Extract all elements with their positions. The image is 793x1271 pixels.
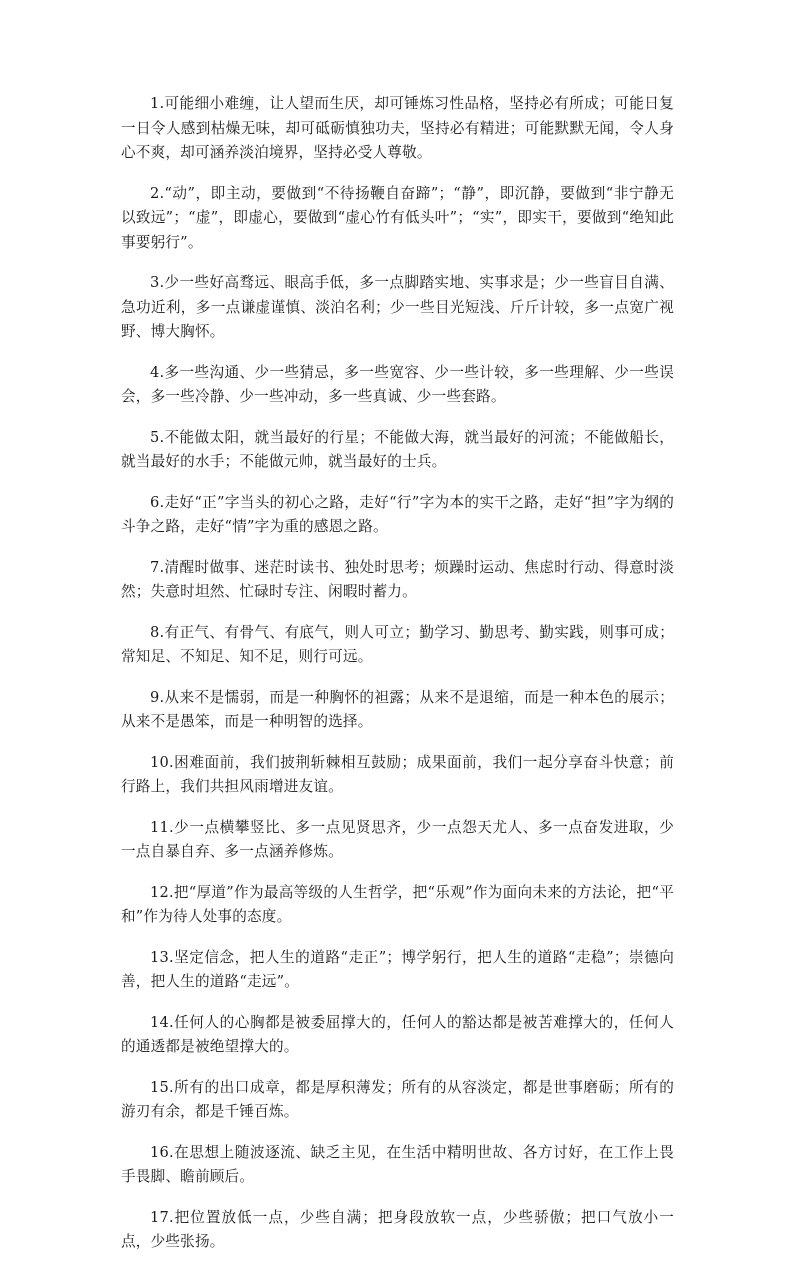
paragraph-9: 9.从来不是懦弱，而是一种胸怀的袒露；从来不是退缩，而是一种本色的展示；从来不是愚笨，而是一种明智的选择。	[121, 688, 674, 730]
paragraph-13: 13.坚定信念，把人生的道路“走正”；博学躬行，把人生的道路“走稳”；崇德向善，把人生的道路“走远”。	[121, 948, 674, 990]
paragraph-10: 10.困难面前，我们披荆斩棘相互鼓励；成果面前，我们一起分享奋斗快意；前行路上，我们共担风雨增进友谊。	[121, 753, 674, 795]
paragraph-4: 4.多一些沟通、少一些猜忌，多一些宽容、少一些计较，多一些理解、少一些误会，多一些冷静、少一些冲动，多一些真诚、少一些套路。	[121, 363, 674, 405]
paragraph-2: 2.“动”，即主动，要做到“不待扬鞭自奋蹄”；“静”，即沉静，要做到“非宁静无以致远”；“虚”，即虚心，要做到“虚心竹有低头叶”；“实”，即实干，要做到“绝知此事要躬行”。	[121, 184, 674, 251]
paragraph-5: 5.不能做太阳，就当最好的行星；不能做大海，就当最好的河流；不能做船长，就当最好的水手；不能做元帅，就当最好的士兵。	[121, 428, 674, 470]
paragraph-1: 1.可能细小难缠，让人望而生厌，却可锤炼习性品格，坚持必有所成；可能日复一日令人感到枯燥无味，却可砥砺慎独功夫，坚持必有精进；可能默默无闻，令人身心不爽，却可涵养淡泊境界，坚持必受人尊敬。	[121, 95, 674, 161]
paragraph-7: 7.清醒时做事、迷茫时读书、独处时思考；烦躁时运动、焦虑时行动、得意时淡然；失意时坦然、忙碌时专注、闲暇时蓄力。	[121, 558, 674, 600]
paragraph-8: 8.有正气、有骨气、有底气，则人可立；勤学习、勤思考、勤实践，则事可成；常知足、不知足、知不足，则行可远。	[121, 623, 674, 665]
paragraph-17: 17.把位置放低一点，少些自满；把身段放软一点，少些骄傲；把口气放小一点，少些张扬。	[121, 1208, 674, 1250]
document-body	[121, 92, 674, 1271]
paragraph-14: 14.任何人的心胸都是被委屈撑大的，任何人的豁达都是被苦难撑大的，任何人的通透都是被绝望撑大的。	[121, 1013, 674, 1055]
paragraph-12: 12.把“厚道”作为最高等级的人生哲学，把“乐观”作为面向未来的方法论，把“平和”作为待人处事的态度。	[121, 883, 674, 925]
paragraph-15: 15.所有的出口成章，都是厚积薄发；所有的从容淡定，都是世事磨砺；所有的游刃有余，都是千锤百炼。	[121, 1078, 674, 1120]
paragraph-11: 11.少一点横攀竖比、多一点见贤思齐，少一点怨天尤人、多一点奋发进取，少一点自暴自弃、多一点涵养修炼。	[121, 818, 674, 860]
paragraph-6: 6.走好“正”字当头的初心之路，走好“行”字为本的实干之路，走好“担”字为纲的斗争之路，走好“情”字为重的感恩之路。	[121, 493, 674, 535]
paragraph-3: 3.少一些好高骛远、眼高手低，多一点脚踏实地、实事求是；少一些盲目自满、急功近利，多一点谦虚谨慎、淡泊名利；少一些目光短浅、斤斤计较，多一点宽广视野、博大胸怀。	[121, 274, 674, 340]
paragraph-16: 16.在思想上随波逐流、缺乏主见，在生活中精明世故、各方讨好，在工作上畏手畏脚、瞻前顾后。	[121, 1143, 674, 1185]
